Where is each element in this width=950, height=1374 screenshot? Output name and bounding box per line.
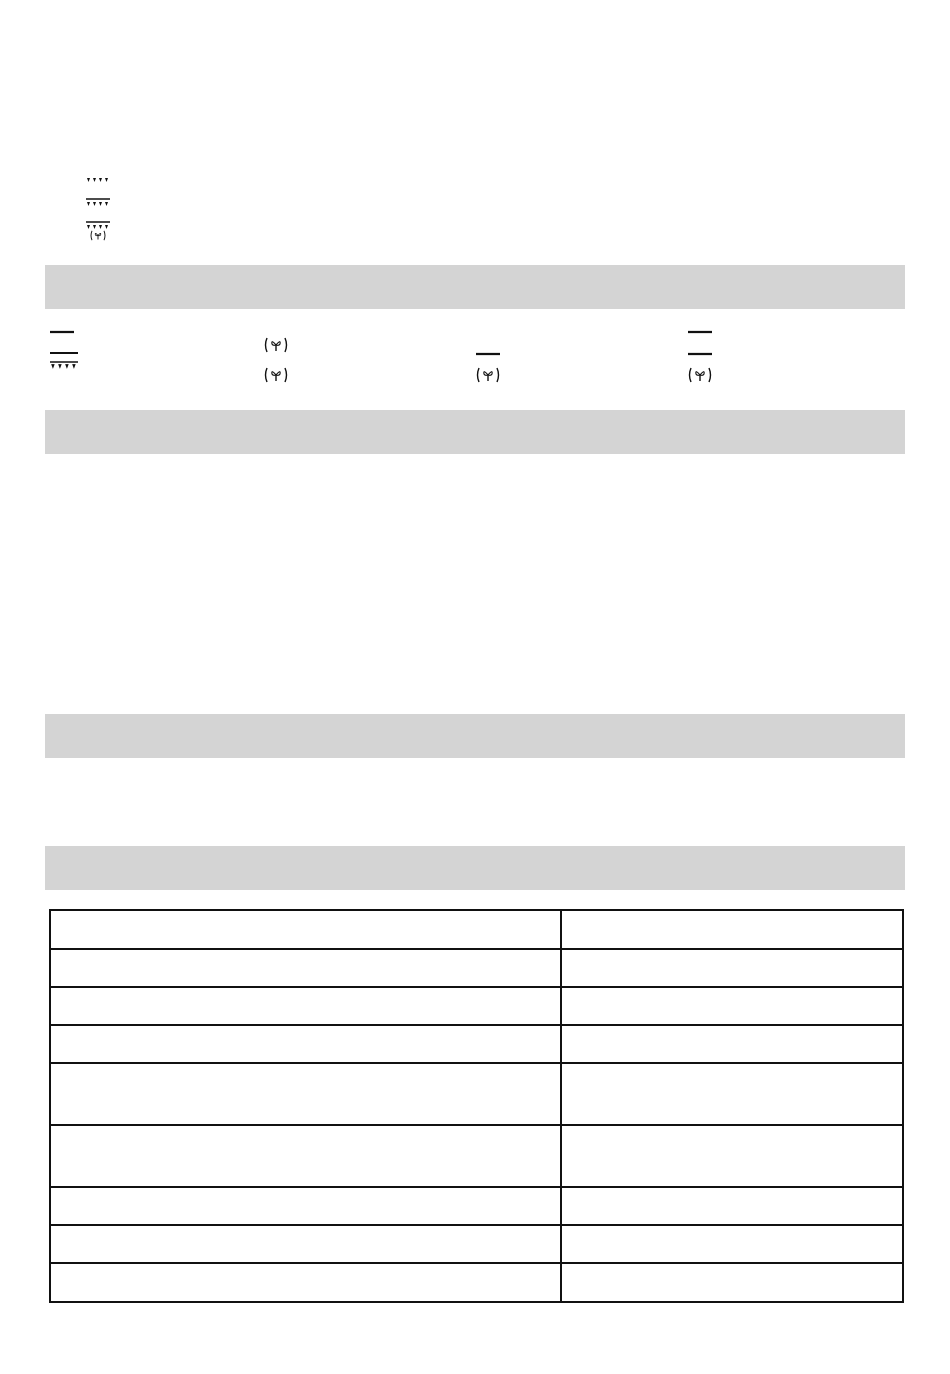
table-cell-left <box>50 949 561 987</box>
bottom-top-heater-icon <box>86 198 110 208</box>
section-band-4 <box>45 846 905 890</box>
section-band-2 <box>45 410 905 454</box>
bottom-bar-icon <box>688 352 712 356</box>
table-cell-right <box>561 1187 903 1225</box>
section-band-3 <box>45 714 905 758</box>
table-cell-left <box>50 1125 561 1187</box>
table-cell-left <box>50 1187 561 1225</box>
table-cell-right <box>561 1063 903 1125</box>
table-cell-right <box>561 987 903 1025</box>
table-cell-right <box>561 949 903 987</box>
fan-icon <box>264 336 288 354</box>
bottom-heater-icon <box>86 177 110 183</box>
table-cell-right <box>561 1125 903 1187</box>
table-cell-right <box>561 910 903 949</box>
table-cell-right <box>561 1225 903 1263</box>
table-cell-left <box>50 987 561 1025</box>
table-cell-right <box>561 1263 903 1302</box>
table-cell-left <box>50 910 561 949</box>
table-cell-right <box>561 1025 903 1063</box>
table-cell-left <box>50 1263 561 1302</box>
fan-heater-icon <box>86 221 110 243</box>
table-cell-left <box>50 1025 561 1063</box>
bottom-bar-icon <box>476 352 500 356</box>
table-row <box>50 1063 903 1125</box>
table-row <box>50 1187 903 1225</box>
table-row <box>50 1225 903 1263</box>
table-row <box>50 1025 903 1063</box>
top-bar-icon <box>688 330 712 334</box>
table-cell-left <box>50 1063 561 1125</box>
table-row <box>50 910 903 949</box>
table-row <box>50 1125 903 1187</box>
section-band-1 <box>45 265 905 309</box>
table-row <box>50 1263 903 1302</box>
table-row <box>50 949 903 987</box>
fan-icon <box>476 366 500 384</box>
table-cell-left <box>50 1225 561 1263</box>
table-row <box>50 987 903 1025</box>
fan-icon <box>264 366 288 384</box>
bottom-top-heater-icon <box>50 352 78 370</box>
data-table <box>49 909 904 1303</box>
fan-icon <box>688 366 712 384</box>
top-bar-icon <box>50 330 74 334</box>
